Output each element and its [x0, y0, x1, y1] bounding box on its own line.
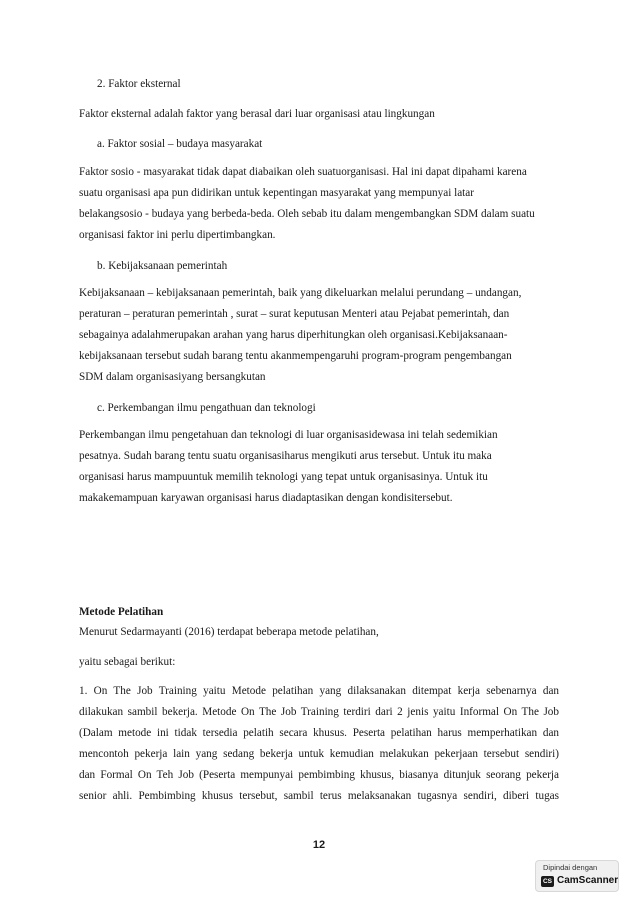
paragraph-line: suatu organisasi apa pun didirikan untuk kepentingan masyarakat yang mempunyai latar — [79, 187, 474, 199]
camscanner-logo-icon: CS — [542, 878, 553, 885]
paragraph-line: yaitu sebagai berikut: — [79, 656, 176, 668]
paragraph-line: Faktor eksternal adalah faktor yang berasal dari luar organisasi atau lingkungan — [79, 108, 435, 120]
paragraph-line: Kebijaksanaan – kebijaksanaan pemerintah, baik yang dikeluarkan melalui perundang – undangan, — [79, 287, 522, 299]
camscanner-watermark — [535, 860, 619, 892]
paragraph-line: 1. On The Job Training yaitu Metode pelatihan yang dilaksanakan ditempat kerja sebenarnya dan — [79, 685, 559, 697]
paragraph-line: mencontoh pekerja lain yang sedang bekerja untuk kemudian melakukan pekerjaan tersebut sendiri) — [79, 748, 559, 760]
paragraph-line: organisasi harus mampuuntuk memilih teknologi yang tepat untuk organisasinya. Untuk itu — [79, 471, 488, 483]
paragraph-line: kebijaksanaan tersebut sudah barang tentu akanmempengaruhi program-program pengembangan — [79, 350, 512, 362]
paragraph-line: (Dalam metode ini tidak tersedia pelatih secara khusus. Peserta pelatihan harus memperhatikan dan — [79, 727, 559, 739]
paragraph-line: Perkembangan ilmu pengetahuan dan teknologi di luar organisasidewasa ini telah sedemikian — [79, 429, 498, 441]
paragraph-line: dan Formal On Teh Job (Peserta mempunyai pembimbing khusus, biasanya ditunjuk seorang pekerja — [79, 769, 559, 781]
paragraph-line: Faktor sosio - masyarakat tidak dapat diabaikan oleh suatuorganisasi. Hal ini dapat dipahami karena — [79, 166, 527, 178]
paragraph-line: senior ahli. Pembimbing khusus tersebut, sambil terus melaksanakan tugasnya sendiri, diberi tugas — [79, 790, 559, 802]
paragraph-line: belakangsosio - budaya yang berbeda-beda. Oleh sebab itu dalam mengembangkan SDM dalam suatu — [79, 208, 535, 220]
section-title: Metode Pelatihan — [79, 606, 164, 618]
subsection-heading: a. Faktor sosial – budaya masyarakat — [97, 138, 263, 150]
paragraph-line: SDM dalam organisasiyang bersangkutan — [79, 371, 266, 383]
watermark-caption: Dipindai dengan — [543, 863, 598, 872]
page-number: 12 — [312, 839, 326, 851]
subsection-heading: b. Kebijaksanaan pemerintah — [97, 260, 228, 272]
subsection-heading: c. Perkembangan ilmu pengathuan dan teknologi — [97, 402, 316, 414]
watermark-brand: CamScanner — [557, 875, 619, 886]
section-heading: 2. Faktor eksternal — [97, 78, 181, 90]
paragraph-line: Menurut Sedarmayanti (2016) terdapat beberapa metode pelatihan, — [79, 626, 379, 638]
paragraph-line: peraturan – peraturan pemerintah , surat – surat keputusan Menteri atau Pejabat pemerintah, dan — [79, 308, 510, 320]
paragraph-line: makakemampuan karyawan organisasi harus diadaptasikan dengan kondisitersebut. — [79, 492, 453, 504]
paragraph-line: dilakukan sambil bekerja. Metode On The Job Training terdiri dari 2 jenis yaitu Informal On The Job — [79, 706, 559, 718]
paragraph-line: sebagainya adalahmerupakan arahan yang harus diperhitungkan oleh organisasi.Kebijaksanaan- — [79, 329, 508, 341]
paragraph-line: pesatnya. Sudah barang tentu suatu organisasiharus mengikuti arus tersebut. Untuk itu maka — [79, 450, 492, 462]
paragraph-line: organisasi faktor ini perlu dipertimbangkan. — [79, 229, 276, 241]
